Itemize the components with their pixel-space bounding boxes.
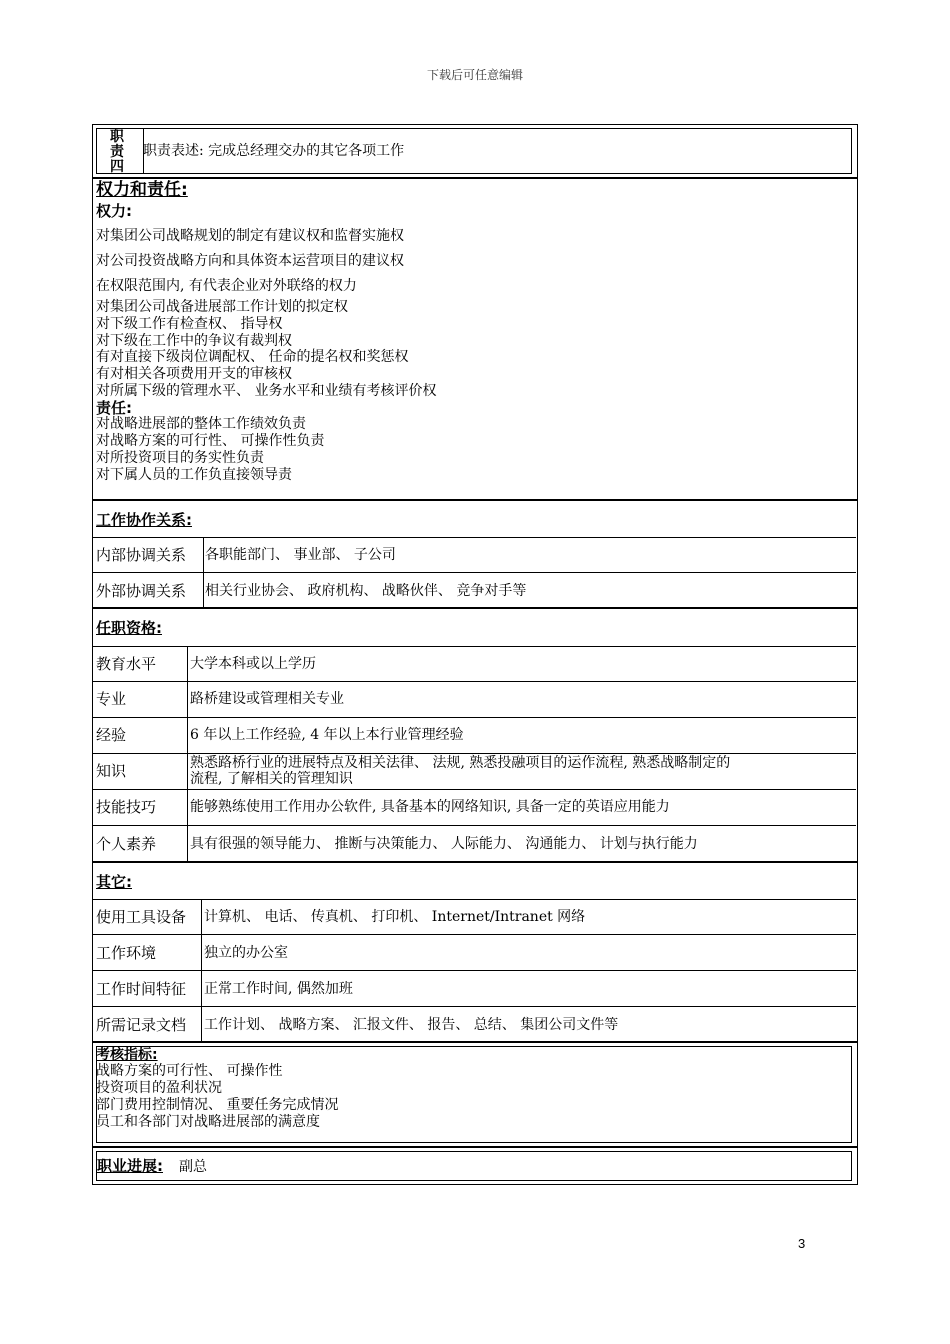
kpi-item: 投资项目的盈利状况: [96, 1080, 222, 1096]
qual-value-cont: 流程, 了解相关的管理知识: [190, 771, 353, 787]
career-title: 职业进展:: [97, 1157, 163, 1175]
power-item: 在权限范围内, 有代表企业对外联络的权力: [96, 278, 357, 294]
collab-title: 工作协作关系:: [96, 511, 192, 529]
resp-item: 对战略进展部的整体工作绩效负责: [96, 416, 306, 432]
other-value: 独立的办公室: [204, 945, 288, 961]
page-number: 3: [798, 1236, 806, 1251]
power-item: 对集团公司战略规划的制定有建议权和监督实施权: [96, 228, 404, 244]
qual-value: 路桥建设或管理相关专业: [190, 691, 344, 707]
career-value: 副总: [179, 1159, 207, 1175]
powers-section: [92, 178, 858, 500]
powers-resp-title: 权力和责任:: [96, 180, 188, 200]
other-label: 所需记录文档: [96, 1016, 187, 1034]
other-section: [92, 862, 858, 1042]
kpi-item: 战略方案的可行性、 可操作性: [96, 1063, 283, 1079]
duty-section: [92, 124, 858, 178]
other-value: 正常工作时间, 偶然加班: [204, 981, 353, 997]
other-value: 计算机、 电话、 传真机、 打印机、 Internet/Intranet 网络: [204, 909, 586, 925]
power-item: 对所属下级的管理水平、 业务水平和业绩有考核评价权: [96, 383, 437, 399]
qual-label: 个人素养: [96, 835, 157, 853]
qual-label: 经验: [96, 726, 127, 744]
qual-label: 教育水平: [96, 655, 157, 673]
qual-label: 知识: [96, 762, 127, 780]
resp-item: 对所投资项目的务实性负责: [96, 450, 264, 466]
duty-label-3: 四: [110, 159, 124, 175]
qual-value: 6 年以上工作经验, 4 年以上本行业管理经验: [190, 727, 464, 743]
other-label: 使用工具设备: [96, 908, 187, 926]
duty-label-1: 职: [110, 129, 124, 145]
resp-title: 责任:: [96, 399, 132, 417]
qual-value: 熟悉路桥行业的进展特点及相关法律、 法规, 熟悉投融项目的运作流程, 熟悉战略制定的: [190, 755, 731, 771]
power-item: 有对相关各项费用开支的审核权: [96, 366, 292, 382]
qual-section: [92, 608, 858, 862]
qual-label: 技能技巧: [96, 798, 157, 816]
duty-label-2: 责: [110, 144, 124, 160]
kpi-title: 考核指标:: [96, 1047, 158, 1063]
power-item: 有对直接下级岗位调配权、 任命的提名权和奖惩权: [96, 349, 409, 365]
other-value: 工作计划、 战略方案、 汇报文件、 报告、 总结、 集团公司文件等: [204, 1017, 619, 1033]
duty-text: 职责表述: 完成总经理交办的其它各项工作: [143, 143, 405, 159]
other-title: 其它:: [96, 873, 132, 891]
power-item: 对下级工作有检查权、 指导权: [96, 316, 283, 332]
resp-item: 对战略方案的可行性、 可操作性负责: [96, 433, 325, 449]
kpi-section: [92, 1042, 858, 1147]
qual-label: 专业: [96, 690, 127, 708]
collab-value: 各职能部门、 事业部、 子公司: [205, 547, 396, 563]
power-item: 对公司投资战略方向和具体资本运营项目的建议权: [96, 253, 404, 269]
qual-value: 具有很强的领导能力、 推断与决策能力、 人际能力、 沟通能力、 计划与执行能力: [190, 836, 698, 852]
header-note: 下载后可任意编辑: [426, 68, 523, 82]
collab-label: 外部协调关系: [96, 582, 187, 600]
qual-value: 大学本科或以上学历: [190, 656, 316, 672]
career-section: [92, 1147, 858, 1185]
powers-title: 权力:: [96, 202, 132, 220]
other-label: 工作环境: [96, 944, 157, 962]
collab-value: 相关行业协会、 政府机构、 战略伙伴、 竞争对手等: [205, 583, 527, 599]
qual-value: 能够熟练使用工作用办公软件, 具备基本的网络知识, 具备一定的英语应用能力: [190, 799, 670, 815]
power-item: 对下级在工作中的争议有裁判权: [96, 333, 292, 349]
resp-item: 对下属人员的工作负直接领导责: [96, 467, 292, 483]
kpi-item: 部门费用控制情况、 重要任务完成情况: [96, 1097, 339, 1113]
collab-section: [92, 500, 858, 608]
collab-label: 内部协调关系: [96, 546, 187, 564]
power-item: 对集团公司战备进展部工作计划的拟定权: [96, 299, 348, 315]
other-label: 工作时间特征: [96, 980, 187, 998]
qual-title: 任职资格:: [96, 619, 162, 637]
kpi-item: 员工和各部门对战略进展部的满意度: [96, 1114, 320, 1130]
